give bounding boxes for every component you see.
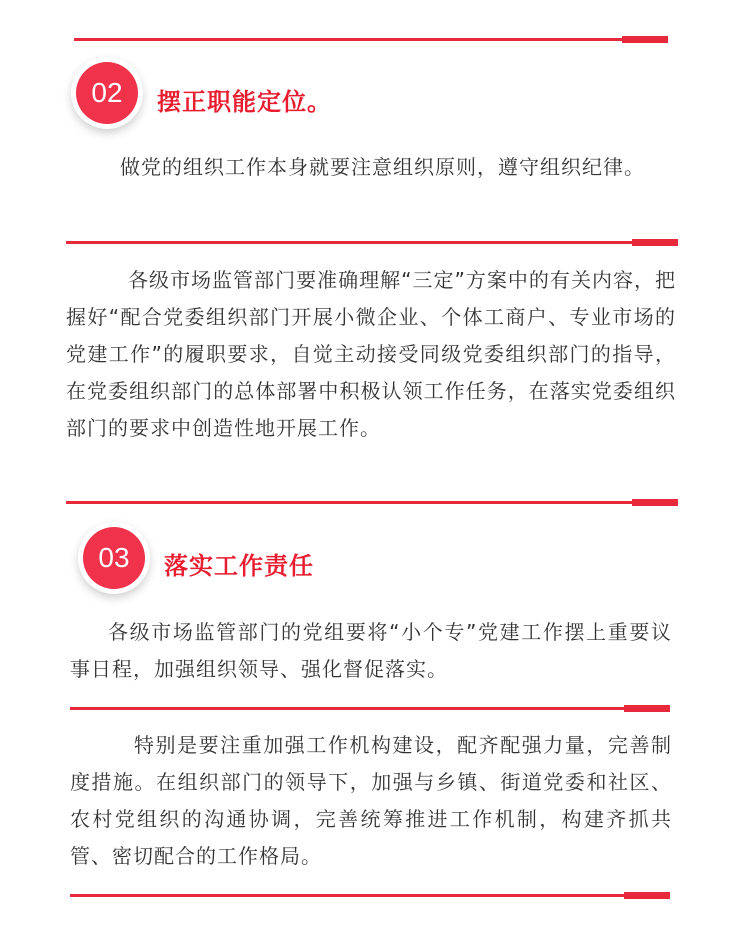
- section-number-badge: 03: [83, 527, 145, 589]
- section-title: 摆正职能定位。: [157, 88, 332, 116]
- paragraph: 特别是要注重加强工作机构建设，配齐配强力量，完善制度措施。在组织部门的领导下，加强与乡镇、街道党委和社区、农村党组织的沟通协调，完善统筹推进工作机制，构建齐抓共管、密切配合的工作格局。: [70, 733, 672, 868]
- divider: [66, 241, 678, 244]
- section-number-badge: 02: [76, 62, 138, 124]
- paragraph: 各级市场监管部门的党组要将“小个专”党建工作摆上重要议事日程，加强组织领导、强化督促落实。: [70, 620, 672, 681]
- paragraph: 做党的组织工作本身就要注意组织原则，遵守组织纪律。: [120, 155, 645, 179]
- paragraph: 各级市场监管部门要准确理解“三定”方案中的有关内容，把握好“配合党委组织部门开展小微企业、个体工商户、专业市场的党建工作”的履职要求，自觉主动接受同级党委组织部门的指导，在党委组织部门的总体部署中积极认领工作任务，在落实党委组织部门的要求中创造性地开展工作。: [66, 268, 676, 440]
- divider: [70, 707, 670, 710]
- divider: [66, 501, 678, 504]
- section-title: 落实工作责任: [164, 552, 314, 580]
- divider-top: [74, 38, 668, 41]
- divider-bottom: [70, 894, 670, 897]
